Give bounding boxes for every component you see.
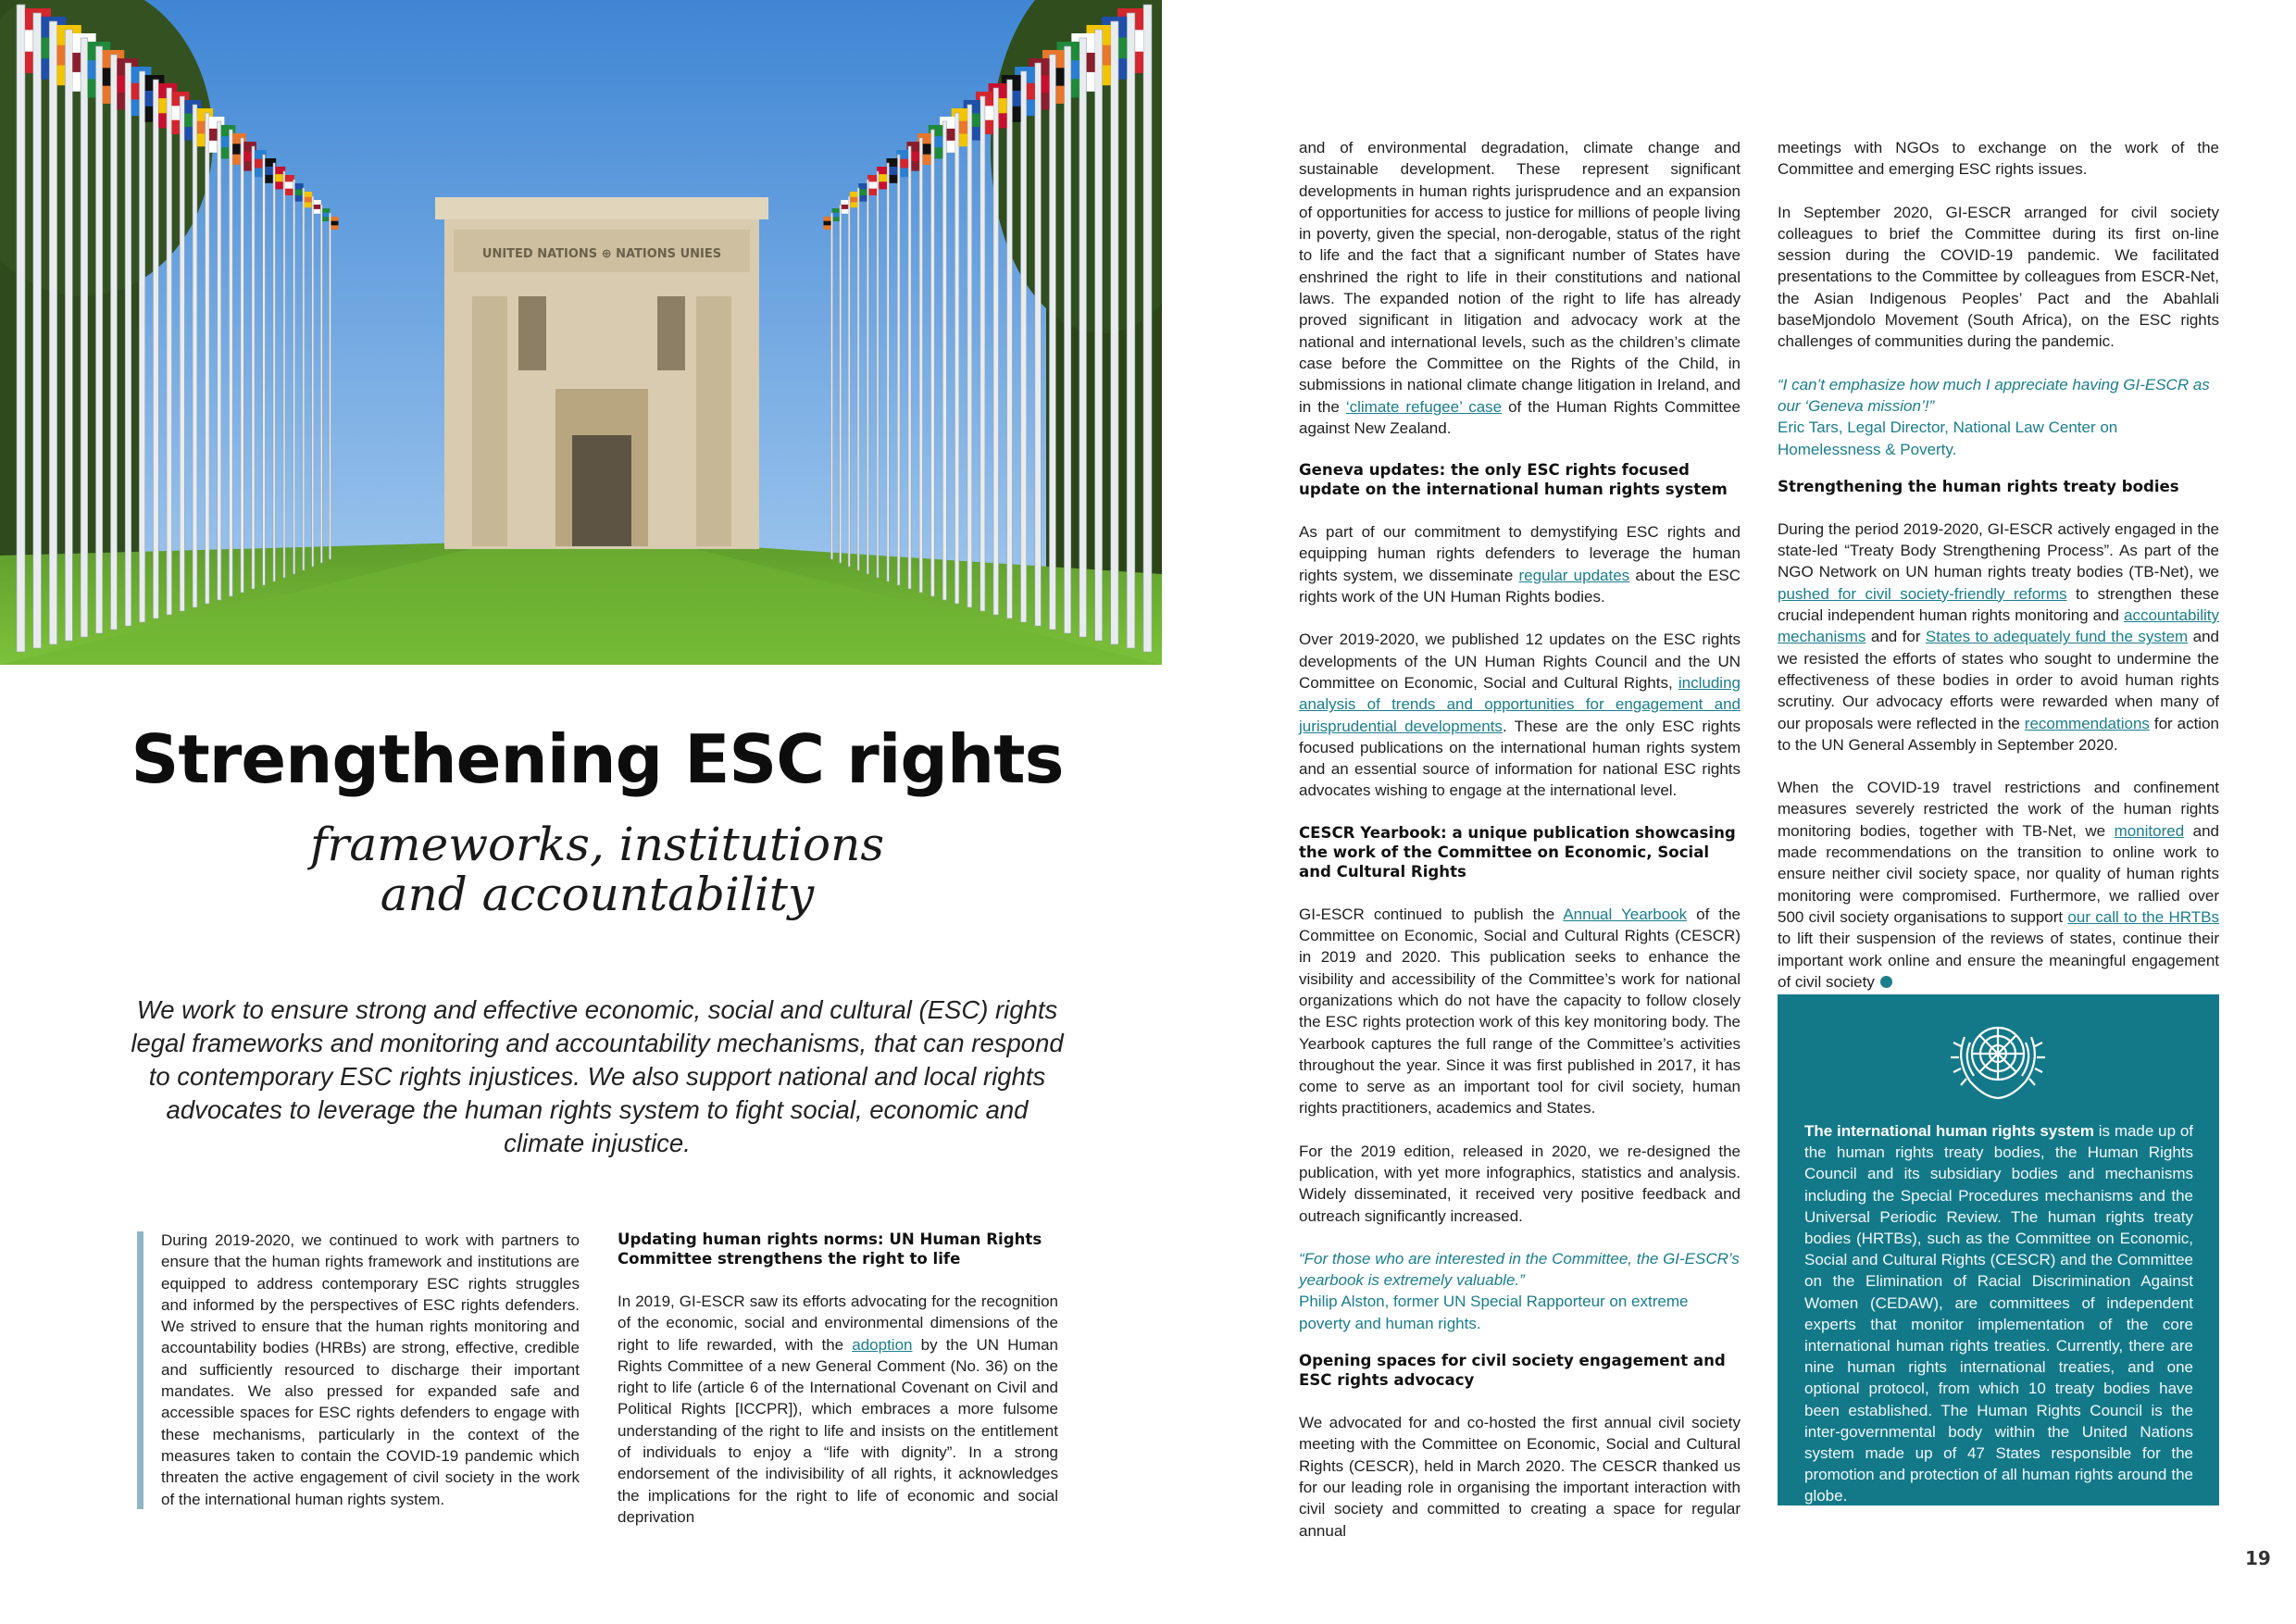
accent-bar <box>137 1231 144 1509</box>
flag-pole <box>1021 71 1027 622</box>
link-regular-updates[interactable]: regular updates <box>1518 566 1630 584</box>
flag-stripe <box>850 197 857 203</box>
quote-author: Philip Alston, former UN Special Rapporteur on extreme poverty and human rights. <box>1299 1293 1689 1332</box>
flag-pole <box>263 155 266 585</box>
flag-pole <box>1065 46 1071 633</box>
link-fund-the-system[interactable]: States to adequately fund the system <box>1925 628 2189 646</box>
flag-pole <box>33 13 42 648</box>
flag-pole <box>877 171 879 578</box>
col4-paragraph-1: meetings with NGOs to exchange on the work of the Committee and emerging ESC rights issues. <box>1778 139 2219 179</box>
un-palais-photo <box>0 0 1162 665</box>
link-recommendations[interactable]: recommendations <box>2024 714 2150 732</box>
flag-stripe <box>295 190 304 196</box>
flag-pole <box>167 88 172 615</box>
heading-geneva-updates: Geneva updates: the only ESC rights focused update on the international human rights system <box>1299 461 1728 499</box>
flag-pole <box>81 38 88 637</box>
subtitle-line-1: frameworks, institutions <box>309 818 885 871</box>
flag-pole <box>1007 80 1013 618</box>
flag-pole <box>252 146 255 589</box>
photo-illustration <box>0 0 1162 665</box>
flag-pole <box>111 55 118 630</box>
page-title: Strengthening ESC rights <box>131 720 1064 798</box>
link-including-analysis[interactable]: including analysis of trends and opportunities for engagement and jurisprudential developments <box>1299 673 1741 735</box>
flag-pole <box>293 180 295 574</box>
col3-paragraph-5: For the 2019 edition, released in 2020, we re-designed the publication, with yet more infographics, statistics and analysis. Widely disseminated, it received very positive feedback and outreach significantly increased. <box>1299 1142 1741 1225</box>
flag-stripe <box>858 190 867 196</box>
flag-pole <box>193 105 197 607</box>
building-inscription: UNITED NATIONS ⊕ NATIONS UNIES <box>481 247 722 261</box>
flag-pole <box>1049 55 1055 630</box>
col1-paragraph: During 2019-2020, we continued to work with partners to ensure that the human rights framework and institutions are equipped to address contemporary ESC rights struggles and informed by the perspectives of ESC rights defenders. We strived to ensure that the human rights monitoring and accountability bodies (HRBs) are strong, effective, credible and sufficiently resourced to discharge their important mandates. We also pressed for expanded safe and accessible spaces for ESC rights defenders to engage with these mechanisms, particularly in the context of the measures taken to contain the COVID-19 pandemic which threaten the active engagement of civil society in the work of the international human rights system. <box>161 1231 580 1508</box>
infobox-text: The international human rights system is made up of the human rights treaty bodies, the Human Rights Council and its subsidiary bodies and mechanisms including the Special Procedures mechanisms and the Universal Periodic Review. The human rights treaty bodies (HRTBs), such as the Committee on Economic, Social and Cultural Rights (CESCR) and the Committee on the Elimination of Racial Discrimination Against Women (CEDAW), are committees of independent experts that monitor implementation of the core international human rights treaties. Currently, there are nine human rights international treaties, and one optional protocol, from which 10 treaty bodies have been established. The Human Rights Council is the inter-governmental body within the United Nations system made up of 47 States responsible for the promotion and protection of all human rights around the globe. <box>1804 1122 2194 1505</box>
flag-stripe <box>305 197 312 203</box>
flag-pole <box>153 80 158 618</box>
flag-pole <box>1079 38 1087 637</box>
link-annual-yearbook[interactable]: Annual Yearbook <box>1563 905 1688 923</box>
flag-pole <box>17 5 25 652</box>
page-number: 19 <box>2245 1547 2271 1569</box>
link-accountability-mechanisms[interactable]: accountability mechanisms <box>1778 606 2219 646</box>
flag-pole <box>139 71 144 622</box>
flag-pole <box>867 180 868 574</box>
flag-pole <box>1127 13 1135 648</box>
flag-pole <box>218 121 221 600</box>
flag-pole <box>1095 30 1103 641</box>
quote-alston <box>1299 1248 1741 1334</box>
heading-treaty-bodies: Strengthening the human rights treaty bodies <box>1778 477 2179 495</box>
col3-paragraph-3: Over 2019-2020, we published 12 updates on the ESC rights developments of the UN Human Rights Council and the UN Committee on Economic, Social and Cultural Rights, including analysis of trends and opportunities for engagement and jurisprudential developments. These are the only ESC rights focused publications on the international human rights system and an essential source of information for national ESC rights advocates wishing to engage at the international level. <box>1299 631 1741 800</box>
col4-paragraph-4: When the COVID-19 travel restrictions and confinement measures severely restricted the work of the human rights monitoring bodies, together with TB-Net, we monitored and made recommendations on the transition to online work to ensure neither civil society space, nor quality of human rights monitoring were compromised. Furthermore, we rallied over 500 civil society organisations to support our call to the HRTBs to lift their suspension of the reviews of states, continue their important work online and ensure the meaningful engagement of civil society <box>1778 779 2219 991</box>
flag-pole <box>283 171 285 578</box>
flag-pole <box>919 138 922 593</box>
link-monitored[interactable]: monitored <box>2114 821 2185 840</box>
flag-stripe <box>841 205 848 209</box>
flag-pole <box>848 196 850 567</box>
quote-author: Eric Tars, Legal Director, National Law Center on Homelessness & Poverty. <box>1778 418 2118 458</box>
link-climate-refugee-case[interactable]: ‘climate refugee’ case <box>1345 397 1503 416</box>
flag-pole <box>230 130 233 596</box>
flag-pole <box>1143 5 1152 652</box>
link-civil-society-reforms[interactable]: pushed for civil society-friendly reforms <box>1778 584 2067 603</box>
col4-paragraph-3: During the period 2019-2020, GI-ESCR actively engaged in the state-led “Treaty Body Strengthening Process”. As part of the NGO Network on UN human rights treaty bodies (TB-Net), we pushed for civil society-friendly reforms to strengthen these crucial independent human rights monitoring and accountability mechanisms and for States to adequately fund the system and we resisted the efforts of states who sought to undermine the effectiveness of these bodies in order to avoid human rights scrutiny. Our advocacy efforts were rewarded when many of our proposals were reflected in the recommendations for action to the UN General Assembly in September 2020. <box>1778 519 2219 754</box>
flag-pole <box>887 163 889 581</box>
page-subtitle <box>0 819 1194 919</box>
flag-pole <box>931 130 935 596</box>
flag-stripe <box>331 221 339 226</box>
flag-pole <box>857 188 859 570</box>
flag-pole <box>312 196 314 567</box>
col3-paragraph-4: GI-ESCR continued to publish the Annual Yearbook of the Committee on Economic, Social and Cultural Rights (CESCR) in 2019 and 2020. This publication seeks to enhance the visibility and accessibility of the Committee’s work for national organizations which do not have the capacity to follow closely the ESC rights protection work of this key monitoring body. The Yearbook captures the full range of the Committee’s activities throughout the year. Since it was first published in 2017, it has come to serve as an important tool for civil society, human rights practitioners, academics and States. <box>1299 905 1741 1118</box>
quote-text: “I can’t emphasize how much I appreciate having GI-ESCR as our ‘Geneva mission’!” <box>1778 375 2210 415</box>
flag-pole <box>125 63 131 626</box>
flag-pole <box>49 21 56 644</box>
heading-cescr-yearbook: CESCR Yearbook: a unique publication showcasing the work of the Committee on Economic, Social and Cultural Rights <box>1299 823 1736 881</box>
flag-pole <box>942 121 946 600</box>
heading-right-to-life: Updating human rights norms: UN Human Rights Committee strengthens the right to life <box>618 1230 1042 1268</box>
flag-stripe <box>824 221 831 226</box>
flag-pole <box>206 113 209 604</box>
flag-pole <box>273 163 275 581</box>
subtitle-line-2: and accountability <box>380 868 815 921</box>
link-adoption[interactable]: adoption <box>852 1335 913 1354</box>
flag-pole <box>65 30 72 641</box>
flag-pole <box>180 96 184 611</box>
flag-stripe <box>322 213 330 218</box>
un-emblem-icon <box>1942 1009 2053 1106</box>
flag-pole <box>96 46 103 633</box>
quote-text: “For those who are interested in the Committee, the GI-ESCR’s yearbook is extremely valuable.” <box>1299 1249 1740 1290</box>
flag-stripe <box>832 213 840 218</box>
flag-pole <box>955 113 958 604</box>
col3-paragraph-6: We advocated for and co-hosted the first annual civil society meeting with the Committee on Economic, Social and Cultural Rights (CESCR), held in March 2020. The CESCR thanked us for our leading role in organising the important interaction with civil society and committed to creating a space for regular annual <box>1299 1414 1741 1540</box>
un-system-infobox <box>1778 994 2219 1505</box>
flag-pole <box>241 138 243 593</box>
flag-pole <box>967 105 972 607</box>
column-3 <box>1299 137 1741 1542</box>
quote-tars <box>1778 374 2219 460</box>
col3-paragraph-2: As part of our commitment to demystifying ESC rights and equipping human rights defenders to leverage the human rights system, we disseminate regular updates about the ESC rights work of the UN Human Rights bodies. <box>1299 523 1741 606</box>
flag-pole <box>1111 21 1118 644</box>
flag-pole <box>897 155 900 585</box>
flag-pole <box>330 213 331 559</box>
flag-pole <box>980 96 985 611</box>
column-4 <box>1778 137 2219 993</box>
col3-paragraph-1: and of environmental degradation, climate change and sustainable development. These represent significant developments in human rights jurisprudence and an expansion of opportunities for access to justice for millions of people living in poverty, given the special, non-derogable, status of the right to life and the fact that a significant number of States have enshrined the right to life in their constitutions and national laws. The expanded notion of the right to life has already proved significant in litigation and advocacy work at the national and international levels, such as the children’s climate case before the Committee on the Rights of the Child, in submissions in national climate change litigation in Ireland, and in the ‘climate refugee’ case of the Human Rights Committee against New Zealand. <box>1299 139 1741 437</box>
end-mark-dot-icon <box>1880 976 1892 988</box>
column-2 <box>618 1230 1058 1528</box>
col4-paragraph-2: In September 2020, GI-ESCR arranged for civil society colleagues to brief the Committee during its first on-line session during the COVID-19 pandemic. We facilitated presentations to the Committee by colleagues from ESCR-Net, the Asian Indigenous Peoples’ Pact and the Abahlali baseMjondolo Movement (South Africa), on the ESC rights challenges of communities during the pandemic. <box>1778 203 2219 351</box>
column-1 <box>161 1230 580 1510</box>
col2-paragraph: In 2019, GI-ESCR saw its efforts advocating for the recognition of the economic, social and environmental dimensions of the right to life rewarded, with the adoption by the UN Human Rights Committee of a new General Comment (No. 36) on the right to life (article 6 of the International Covenant on Civil and Political Rights [ICCPR]), which embraces a more fulsome understanding of the right to life and insists on the entitlement of individuals to enjoy a “life with dignity”. In a strong endorsement of the indivisibility of all rights, it acknowledges the implications for the right to life of economic and social deprivation <box>618 1293 1058 1526</box>
link-call-to-hrtbs[interactable]: our call to the HRTBs <box>2067 907 2219 926</box>
heading-opening-spaces: Opening spaces for civil society engagement and ESC rights advocacy <box>1299 1352 1726 1390</box>
intro-paragraph: We work to ensure strong and effective economic, social and cultural (ESC) rights legal frameworks and monitoring and accountability mechanisms, that can respond to contemporary ESC rights injustices. We also support national and local rights advocates to leverage the human rights system to fight social, economic and climate injustice. <box>131 995 1064 1157</box>
flag-pole <box>908 146 911 589</box>
flag-stripe <box>314 205 321 209</box>
flag-pole <box>320 205 322 563</box>
flag-pole <box>993 88 999 615</box>
flag-pole <box>831 213 833 559</box>
flag-pole <box>840 205 842 563</box>
flag-pole <box>1035 63 1042 626</box>
flag-pole <box>303 188 305 570</box>
